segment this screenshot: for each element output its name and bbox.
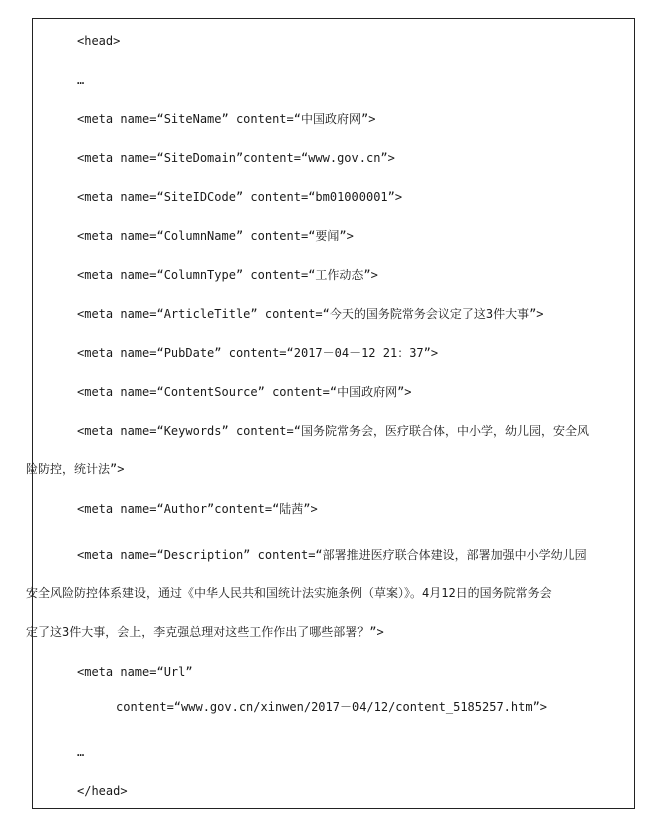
meta-columntype: <meta name=“ColumnType” content=“工作动态”> [77,268,378,282]
meta-description: <meta name=“Description” content=“部署推进医疗联合体建设，部署加强中小学幼儿园 [77,548,587,562]
meta-description-continued-1: 安全风险防控体系建设，通过《中华人民共和国统计法实施条例（草案）》。4月12日的国务院常务会 [26,586,552,600]
meta-url: <meta name=“Url” [77,665,193,679]
meta-description-continued-2: 定了这3件大事，会上，李克强总理对这些工作作出了哪些部署？”> [26,625,384,639]
meta-sitename: <meta name=“SiteName” content=“中国政府网”> [77,112,376,126]
meta-columnname: <meta name=“ColumnName” content=“要闻”> [77,229,354,243]
meta-sitedomain: <meta name=“SiteDomain”content=“www.gov.cn”> [77,151,395,165]
meta-author: <meta name=“Author”content=“陆茜”> [77,502,318,516]
meta-keywords: <meta name=“Keywords” content=“国务院常务会，医疗联合体，中小学，幼儿园，安全风 [77,424,589,438]
meta-url-content: content=“www.gov.cn/xinwen/2017－04/12/content_5185257.htm”> [116,700,548,714]
meta-siteidcode: <meta name=“SiteIDCode” content=“bm01000001”> [77,190,403,204]
code-box [32,18,635,809]
head-open-tag: <head> [77,34,121,48]
meta-articletitle: <meta name=“ArticleTitle” content=“今天的国务院常务会议定了这3件大事”> [77,307,544,321]
meta-keywords-continued: 险防控，统计法”> [26,462,125,476]
head-close-tag: </head> [77,784,128,798]
ellipsis-top: … [77,73,85,87]
meta-pubdate: <meta name=“PubDate” content=“2017－04－12 21：37”> [77,346,439,360]
meta-contentsource: <meta name=“ContentSource” content=“中国政府网”> [77,385,412,399]
ellipsis-bottom: … [77,745,85,759]
